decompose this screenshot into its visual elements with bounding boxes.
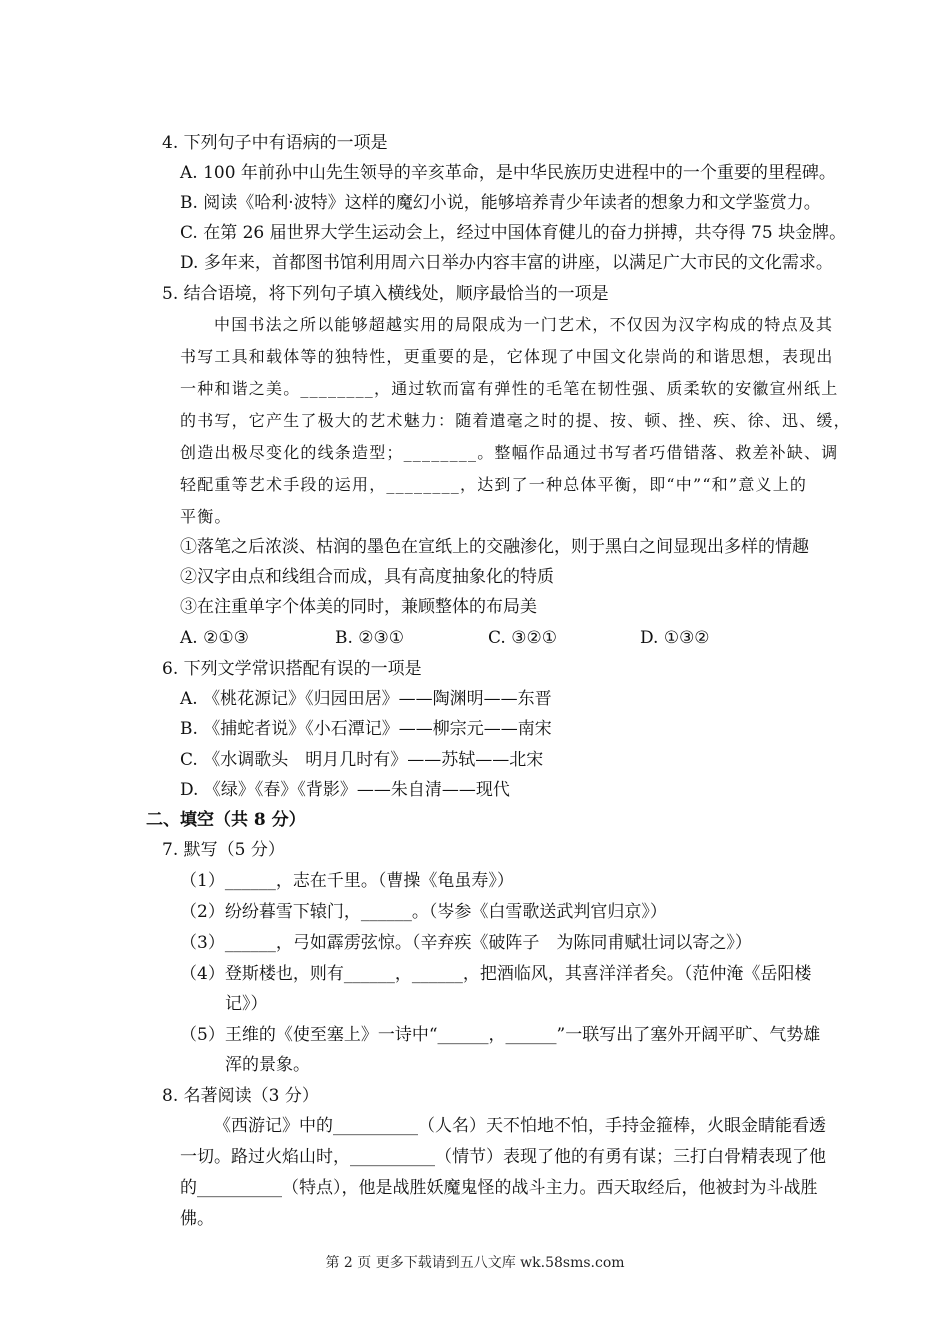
q5-passage-line: 创造出极尽变化的线条造型；________。整幅作品通过书写者巧借错落、救差补缺、调 — [180, 443, 839, 462]
q7-item-1: （1）______，志在千里。（曹操《龟虽寿》） — [180, 871, 514, 891]
q8-text-line: 一切。路过火焰山时，__________（情节）表现了他的有勇有谋；三打白骨精表现了他 — [180, 1147, 826, 1167]
q7-item-2: （2）纷纷暮雪下辕门，______。（岑参《白雪歌送武判官归京》） — [180, 902, 667, 922]
q5-option-c: C. ③②① — [488, 628, 557, 648]
q4-option-d: D. 多年来，首都图书馆利用周六日举办内容丰富的讲座，以满足广大市民的文化需求。 — [180, 253, 833, 273]
q8-text-line: 的__________（特点），他是战胜妖魔鬼怪的战斗主力。西天取经后，他被封为斗战胜 — [180, 1178, 818, 1198]
q8-text-line: 佛。 — [180, 1209, 214, 1229]
q6-option-d: D. 《绿》《春》《背影》——朱自清——现代 — [180, 780, 510, 800]
q8-stem: 8. 名著阅读（3 分） — [162, 1086, 319, 1106]
q6-option-b: B. 《捕蛇者说》《小石潭记》——柳宗元——南宋 — [180, 719, 552, 739]
q5-option-a: A. ②①③ — [180, 628, 249, 648]
q6-option-c: C. 《水调歌头 明月几时有》——苏轼——北宋 — [180, 750, 544, 770]
q7-item-4: （4）登斯楼也，则有______，______，把酒临风，其喜洋洋者矣。（范仲淹《岳阳楼 — [180, 964, 812, 984]
q7-item-3: （3）______，弓如霹雳弦惊。（辛弃疾《破阵子 为陈同甫赋壮词以寄之》） — [180, 933, 752, 953]
q4-stem: 4. 下列句子中有语病的一项是 — [162, 133, 388, 153]
q7-item-5: （5）王维的《使至塞上》一诗中“______，______”一联写出了塞外开阔平旷、气势雄 — [180, 1025, 821, 1045]
q5-option-d: D. ①③② — [640, 628, 710, 648]
q5-sentence-3: ③在注重单字个体美的同时，兼顾整体的布局美 — [180, 597, 537, 617]
q5-option-b: B. ②③① — [335, 628, 405, 648]
q6-stem: 6. 下列文学常识搭配有误的一项是 — [162, 659, 422, 679]
q7-stem: 7. 默写（5 分） — [162, 840, 285, 860]
page-footer: 第 2 页 更多下载请到五八文库 wk.58sms.com — [325, 1255, 625, 1271]
q7-item-4-continued: 记》） — [225, 994, 268, 1014]
q7-item-5-continued: 浑的景象。 — [225, 1055, 310, 1075]
q5-sentence-2: ②汉字由点和线组合而成，具有高度抽象化的特质 — [180, 567, 554, 587]
q5-stem: 5. 结合语境，将下列句子填入横线处，顺序最恰当的一项是 — [162, 284, 609, 304]
q5-passage-line: 中国书法之所以能够超越实用的局限成为一门艺术，不仅因为汉字构成的特点及其 — [214, 315, 834, 334]
q8-text-line: 《西游记》中的__________（人名）天不怕地不怕，手持金箍棒，火眼金睛能看透 — [214, 1116, 826, 1136]
section-2-heading: 二、填空（共 8 分） — [146, 810, 306, 830]
q5-sentence-1: ①落笔之后浓淡、枯润的墨色在宣纸上的交融渗化，则于黑白之间显现出多样的情趣 — [180, 537, 809, 557]
q5-passage-line: 轻配重等艺术手段的运用，________，达到了一种总体平衡，即“中”“和”意义上的 — [180, 475, 808, 494]
q5-passage-line: 一种和谐之美。________，通过软而富有弹性的毛笔在韧性强、质柔软的安徽宣州纸上 — [180, 379, 839, 398]
q4-option-c: C. 在第 26 届世界大学生运动会上，经过中国体育健儿的奋力拼搏，共夺得 75 块金牌。 — [180, 223, 847, 243]
q4-option-b: B. 阅读《哈利·波特》这样的魔幻小说，能够培养青少年读者的想象力和文学鉴赏力。 — [180, 193, 821, 213]
q5-passage-line: 平衡。 — [180, 507, 232, 526]
q5-passage-line: 书写工具和载体等的独特性，更重要的是，它体现了中国文化崇尚的和谐思想，表现出 — [180, 347, 834, 366]
q5-passage-line: 的书写，它产生了极大的艺术魅力：随着遣毫之时的提、按、顿、挫、疾、徐、迅、缓， — [180, 411, 851, 430]
q6-option-a: A. 《桃花源记》《归园田居》——陶渊明——东晋 — [180, 689, 552, 709]
q4-option-a: A. 100 年前孙中山先生领导的辛亥革命，是中华民族历史进程中的一个重要的里程碑。 — [180, 163, 836, 183]
